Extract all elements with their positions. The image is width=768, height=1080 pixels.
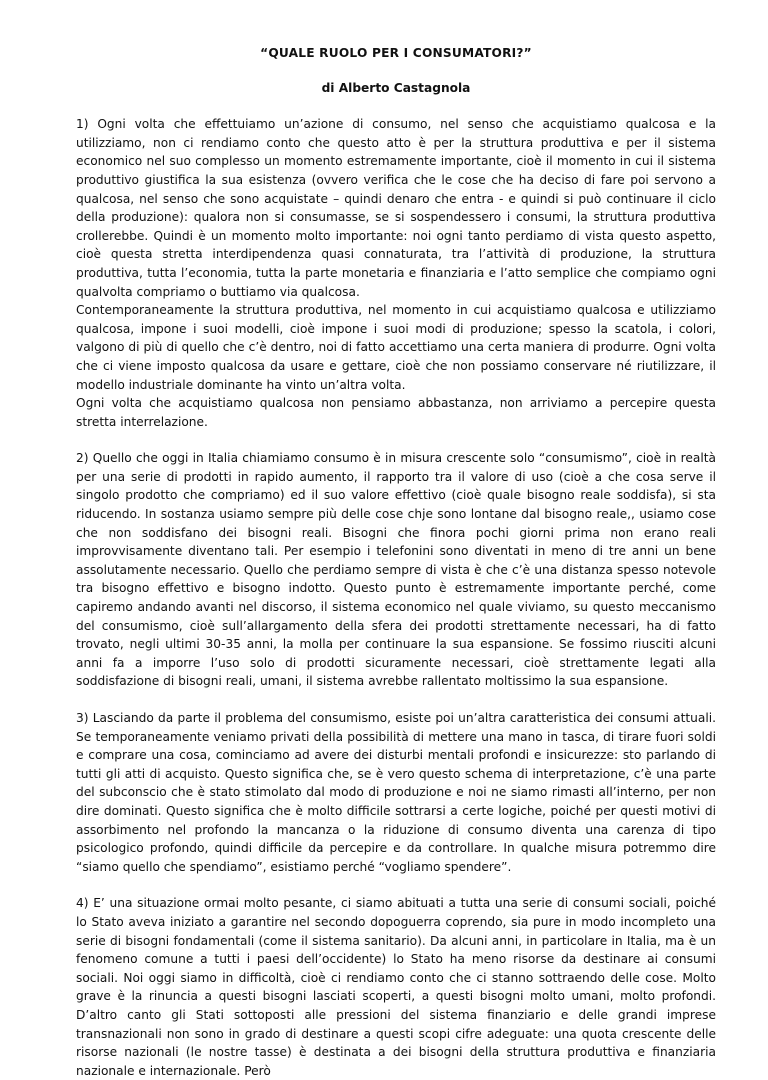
document-title: “QUALE RUOLO PER I CONSUMATORI?” — [260, 46, 532, 60]
paragraph: 4) E’ una situazione ormai molto pesante, ci siamo abituati a tutta una serie di consumi sociali, poiché lo Stato aveva iniziato a garantire nel secondo dopoguerra coprendo, sia pure in modo incompleto una serie di bisogni fondamentali (come il sistema sanitario). Da alcuni anni, in particolare in Italia, ma è un fenomeno comune a tutti i paesi dell’occidente) lo Stato ha meno risorse da destinare ai consumi sociali. Noi oggi siamo in difficoltà, cioè ci rendiamo conto che ci stanno sottraendo delle cose. Molto grave è la rinuncia a questi bisogni lasciati scoperti, a questi bisogni molto umani, molto profondi. D’altro canto gli Stati sottoposti alle pressioni del sistema finanziario e delle grandi imprese transnazionali non sono in grado di destinare a questi scopi cifre adeguate: una quota crescente delle risorse nazionali (le nostre tasse) è destinata a dei bisogni della struttura produttiva e finanziaria nazionale e internazionale. Però — [76, 896, 716, 1078]
paragraph: 3) Lasciando da parte il problema del consumismo, esiste poi un’altra caratteristica dei consumi attuali. Se temporaneamente veniamo privati della possibilità di mettere una mano in tasca, di tirare fuori soldi e comprare una cosa, cominciamo ad avere dei disturbi mentali profondi e insicurezze: sto parlando di tutti gli atti di acquisto. Questo significa che, se è vero questo schema di interpretazione, c’è una parte del subconscio che è stato stimolato dal modo di produzione e noi ne siamo rimasti all’interno, per non dire dominati. Questo significa che è molto difficile sottrarsi a certe logiche, poiché per questi motivi di assorbimento nel profondo la mancanza o la riduzione di consumo diventa una carenza di tipo psicologico profondo, quindi difficile da percepire e da controllare. In qualche misura potremmo dire “siamo quello che spendiamo”, esistiamo perché “vogliamo spendere”. — [76, 711, 716, 874]
document-author: di Alberto Castagnola — [321, 80, 471, 95]
paragraph: 2) Quello che oggi in Italia chiamiamo consumo è in misura crescente solo “consumismo”, cioè in realtà per una serie di prodotti in rapido aumento, il rapporto tra il valore di uso (cioè a che cosa serve il singolo prodotto che compriamo) ed il suo valore effettivo (cioè quale bisogno reale soddisfa), si sta riducendo. In sostanza usiamo sempre più delle cose chje sono lontane dal bisogno reale,, usiamo cose che non soddisfano dei bisogni reali. Bisogni che finora pochi giorni prima non erano reali improvvisamente diventano tali. Per esempio i telefonini sono diventati in meno di tre anni un bene assolutamente necessario. Quello che perdiamo sempre di vista è che c’è una distanza spesso notevole tra bisogno effettivo e bisogno indotto. Questo punto è estremamente importante perché, come capiremo andando avanti nel discorso, il sistema economico nel quale viviamo, su questo meccanismo del consumismo, cioè sull’allargamento della sfera dei prodotti strettamente necessari, ha di fatto trovato, negli ultimi 30-35 anni, la molla per continuare la sua espansione. Se fossimo riusciti alcuni anni fa a imporre l’uso solo di prodotti sicuramente necessari, cioè strettamente legati alla soddisfazione di bisogni reali, umani, il sistema avrebbe rallentato moltissimo la sua espansione. — [76, 451, 716, 689]
paragraph: Ogni volta che acquistiamo qualcosa non pensiamo abbastanza, non arriviamo a percepire questa stretta interrelazione. — [76, 396, 716, 429]
section-3 — [76, 709, 716, 876]
paragraph: Contemporaneamente la struttura produttiva, nel momento in cui acquistiamo qualcosa e utilizziamo qualcosa, impone i suoi modelli, cioè impone i suoi modi di produzione; spesso la scatola, i colori, valgono di più di quello che c’è dentro, noi di fatto accettiamo una certa maniera di produrre. Ogni volta che ci viene imposto qualcosa da usare e gettare, cioè che non possiamo conservare né riutilizzare, il modello industriale dominante ha vinto un’altra volta. — [76, 303, 716, 392]
section-4 — [76, 894, 716, 1080]
paragraph: 1) Ogni volta che effettuiamo un’azione di consumo, nel senso che acquistiamo qualcosa e la utilizziamo, non ci rendiamo conto che questo atto è per la struttura produttiva e per il sistema economico nel suo complesso un momento estremamente importante, cioè il momento in cui il sistema produttivo giustifica la sua esistenza (ovvero verifica che le cose che ha deciso di fare poi servono a qualcosa, nel senso che sono acquistate – quindi denaro che entra - e quindi si può continuare il ciclo della produzione): qualora non si consumasse, se si sospendessero i consumi, la struttura produttiva crollerebbe. Quindi è un momento molto importante: noi ogni tanto perdiamo di vista questo aspetto, cioè questa stretta interdipendenza quasi connaturata, tra l’attività di produzione, la struttura produttiva, tutta l’economia, tutta la parte monetaria e finanziaria e l’atto semplice che compiamo ogni qualvolta compriamo o buttiamo via qualcosa. — [76, 117, 716, 299]
section-1 — [76, 115, 716, 431]
section-2 — [76, 449, 716, 691]
